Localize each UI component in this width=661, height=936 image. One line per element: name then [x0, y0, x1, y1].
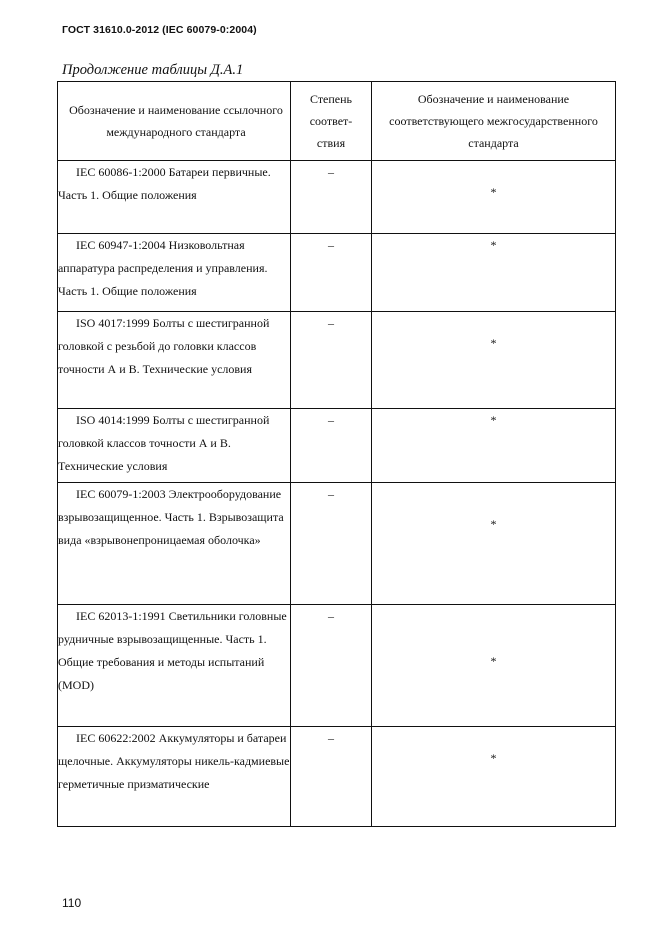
table-row	[58, 483, 616, 605]
degree-cell: –	[291, 161, 372, 234]
degree-cell: –	[291, 409, 372, 483]
reference-text: IEC 60947-1:2004 Низковольтная аппаратура распределения и управления. Часть 1. Общие положения	[58, 238, 268, 298]
column-header-reference: Обозначение и наименование ссылочного международного стандарта	[58, 82, 291, 161]
degree-cell: –	[291, 312, 372, 409]
column-header-degree: Степень соответ-ствия	[291, 82, 372, 161]
document-header: ГОСТ 31610.0-2012 (IEC 60079-0:2004)	[62, 24, 257, 36]
corresponding-cell: *	[372, 234, 616, 312]
reference-cell	[58, 727, 291, 827]
corresponding-cell: *	[372, 161, 616, 234]
reference-cell	[58, 605, 291, 727]
table-row	[58, 727, 616, 827]
corresponding-cell: *	[372, 605, 616, 727]
standards-table	[57, 81, 616, 827]
reference-text: ISO 4014:1999 Болты с шестигранной головкой классов точности А и В. Технические условия	[58, 413, 270, 473]
reference-cell	[58, 409, 291, 483]
reference-text: IEC 60622:2002 Аккумуляторы и батареи щелочные. Аккумуляторы никель-кадмиевые герметичные призматические	[58, 731, 290, 791]
page-number: 110	[62, 896, 82, 910]
degree-cell: –	[291, 605, 372, 727]
corresponding-cell: *	[372, 727, 616, 827]
table-header-row	[58, 82, 616, 161]
corresponding-cell: *	[372, 483, 616, 605]
reference-text: ISO 4017:1999 Болты с шестигранной головкой с резьбой до головки классов точности А и В. Технические условия	[58, 316, 270, 376]
corresponding-cell: *	[372, 312, 616, 409]
corresponding-cell: *	[372, 409, 616, 483]
reference-cell	[58, 161, 291, 234]
reference-text: IEC 60079-1:2003 Электрооборудование взрывозащищенное. Часть 1. Взрывозащита вида «взрывонепроницаемая оболочка»	[58, 487, 284, 547]
reference-text: IEC 60086-1:2000 Батареи первичные. Часть 1. Общие положения	[58, 165, 271, 202]
table-row	[58, 409, 616, 483]
table-row	[58, 312, 616, 409]
table-row	[58, 605, 616, 727]
degree-cell: –	[291, 483, 372, 605]
table-row	[58, 161, 616, 234]
reference-cell	[58, 234, 291, 312]
reference-cell	[58, 312, 291, 409]
column-header-corresponding: Обозначение и наименование соответствующего межгосударственного стандарта	[372, 82, 616, 161]
table-row	[58, 234, 616, 312]
degree-cell: –	[291, 727, 372, 827]
reference-text: IEC 62013-1:1991 Светильники головные рудничные взрывозащищенные. Часть 1. Общие требования и методы испытаний (MOD)	[58, 609, 287, 692]
reference-cell	[58, 483, 291, 605]
degree-cell: –	[291, 234, 372, 312]
table-caption: Продолжение таблицы Д.А.1	[62, 62, 244, 78]
